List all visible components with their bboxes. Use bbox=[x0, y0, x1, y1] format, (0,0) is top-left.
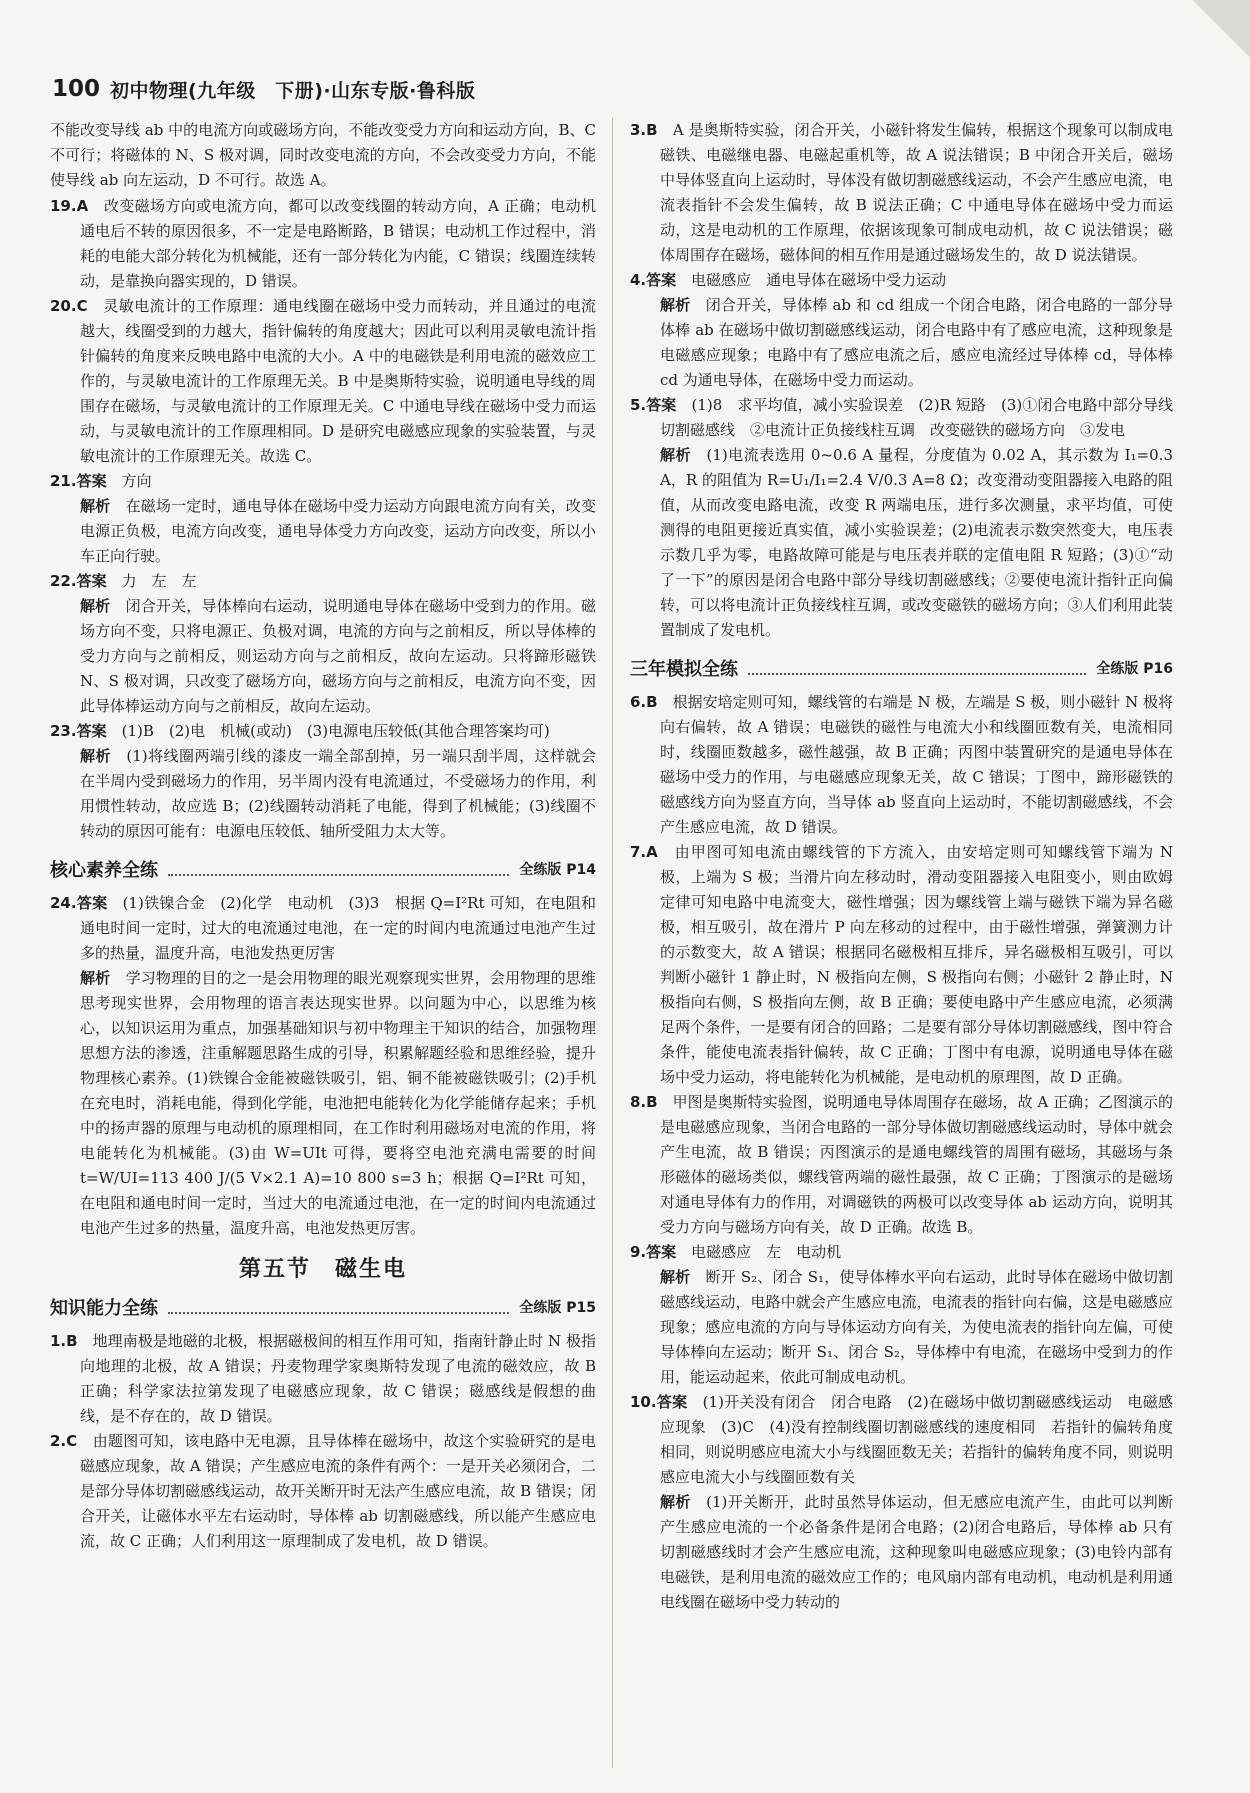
question-22-analysis: 解析 闭合开关，导体棒向右运动，说明通电导体在磁场中受到力的作用。磁场方向不变，只将电源正、负极对调，电流的方向与之前相反，所以导体棒的受力方向与之前相反，则运动方向与之前相反，故向左运动。只将蹄形磁铁 N、S 极对调，只改变了磁场方向，磁场方向与之前相反，电流方向不变，因此导体棒运动方向与之前相反，故向左运动。 bbox=[80, 597, 596, 715]
section-dots bbox=[168, 874, 509, 876]
section-core-literacy: 核心素养全练 全练版 P14 bbox=[50, 860, 596, 881]
question-21-analysis: 解析 在磁场一定时，通电导体在磁场中受力运动方向跟电流方向有关，改变电源正负极，电流方向改变，通电导体受力方向改变，运动方向改变，所以小车正向行驶。 bbox=[80, 497, 596, 565]
question-10-answer: 10.答案 (1)开关没有闭合 闭合电路 (2)在磁场中做切割磁感线运动 电磁感应现象 (3)C (4)没有控制线圈切割磁感线的速度相同 若指针的偏转角度相同，则说明感应电流大小与线圈匝数无关；若指针的偏转角度不同，则说明感应电流大小与线圈匝数有关 bbox=[630, 1393, 1173, 1486]
question-9-analysis: 解析 断开 S₂、闭合 S₁，使导体棒水平向右运动，此时导体在磁场中做切割磁感线运动，电路中就会产生感应电流，电流表的指针向右偏，这是电磁感应现象；感应电流的方向与导体运动方向有关，为使电流表的指针向左偏，可使导体棒向左运动；断开 S₁、闭合 S₂，导体棒中有电流，在磁场中受到力的作用，能运动起来，依此可制成电动机。 bbox=[660, 1268, 1173, 1386]
book-title: 初中物理(九年级 下册)·山东专版·鲁科版 bbox=[110, 79, 476, 102]
intro-text: 不能改变导线 ab 中的电流方向或磁场方向，不能改变受力方向和运动方向，B、C 不可行；将磁体的 N、S 极对调，同时改变电流的方向，不会改变受力方向，不能使导线 ab 向左运动，D 不可行。故选 A。 bbox=[50, 121, 596, 189]
question-24-analysis: 解析 学习物理的目的之一是会用物理的眼光观察现实世界，会用物理的思维思考现实世界，会用物理的语言表达现实世界。以问题为中心，以思维为核心，以知识运用为重点，加强基础知识与初中物理主干知识的结合，加强物理思想方法的渗透，注重解题思路生成的引导，积累解题经验和思维经验，提升物理核心素养。(1)铁镍合金能被磁铁吸引，铝、铜不能被磁铁吸引；(2)手机在充电时，消耗电能，得到化学能，电池把电能转化为化学能储存起来；手机中的扬声器的原理与电动机的原理相同，在工作时利用磁场对电流的作用，将电能转化为机械能。(3)由 W=UIt 可得，要将空电池充满电需要的时间 t=W/UI=113 400 J/(5 V×2.1 A)=10 800 s=3 h；根据 Q=I²Rt 可知，在电阻和通电时间一定时，当过大的电流通过电池，在一定的时间内电流通过电池产生过多的热量，温度升高，电池发热更厉害。 bbox=[80, 969, 596, 1237]
question-23-analysis: 解析 (1)将线圈两端引线的漆皮一端全部刮掉，另一端只刮半周，这样就会在半周内受到磁场力的作用，另半周内没有电流通过，不受磁场力的作用，利用惯性转动，故应选 B；(2)线圈转动消耗了电能，得到了机械能；(3)线圈不转动的原因可能有：电源电压较低、轴所受阻力太大等。 bbox=[80, 747, 596, 840]
question-5-analysis: 解析 (1)电流表选用 0~0.6 A 量程，分度值为 0.02 A，其示数为 I₁=0.3 A，R 的阻值为 R=U₁/I₁=2.4 V/0.3 A=8 Ω；改变滑动变阻器接入电路的阻值，从而改变电路电流，改变 R 两端电压，进行多次测量，求平均值，可使测得的电阻更接近真实值，减小实验误差；(2)电流表示数突然变大，电压表示数几乎为零，电路故障可能是与电压表并联的定值电阻 R 短路；(3)①“动了一下”的原因是闭合电路中部分导线切割磁感线；②要使电流计指针正向偏转，可以将电流计正负接线柱互调，或改变磁铁的磁场方向；③人们利用此装置制成了发电机。 bbox=[660, 446, 1173, 639]
column-divider bbox=[612, 118, 613, 1768]
section-three-year-mock: 三年模拟全练 全练版 P16 bbox=[630, 659, 1173, 680]
page-header bbox=[52, 72, 475, 106]
question-23-answer: 23.答案 (1)B (2)电 机械(或动) (3)电源电压较低(其他合理答案均可) bbox=[50, 722, 550, 740]
question-4-analysis: 解析 闭合开关，导体棒 ab 和 cd 组成一个闭合电路，闭合电路的一部分导体棒 ab 在磁场中做切割磁感线运动，闭合电路中有了感应电流，这种现象是电磁感应现象；电路中有了感应电流之后，感应电流经过导体棒 cd，导体棒 cd 为通电导体，在磁场中受力而运动。 bbox=[660, 296, 1173, 389]
question-6: 6.B 根据安培定则可知，螺线管的右端是 N 极，左端是 S 极，则小磁针 N 极将向右偏转，故 A 错误；电磁铁的磁性与电流大小和线圈匝数有关，电流相同时，线圈匝数越多，磁性越强，故 B 正确；丙图中装置研究的是通电导体在磁场中受力的作用，与电磁感应现象无关，故 C 错误；丁图中，蹄形磁铁的磁感线方向为竖直方向，当导体 ab 竖直向上运动时，不能切割磁感线，不会产生感应电流，故 D 错误。 bbox=[630, 693, 1173, 836]
section-dots bbox=[748, 673, 1086, 675]
question-21-answer: 21.答案 方向 bbox=[50, 472, 152, 490]
question-1: 1.B 地理南极是地磁的北极，根据磁极间的相互作用可知，指南针静止时 N 极指向地理的北极，故 A 错误；丹麦物理学家奥斯特发现了电流的磁效应，故 B 正确；科学家法拉第发现了电磁感应现象，故 C 错误；磁感线是假想的曲线，是不存在的，故 D 错误。 bbox=[50, 1332, 596, 1425]
question-3: 3.B A 是奥斯特实验，闭合开关，小磁针将发生偏转，根据这个现象可以制成电磁铁、电磁继电器、电磁起重机等，故 A 说法错误；B 中闭合开关后，磁场中导体竖直向上运动时，导体没有做切割磁感线运动，不会产生感应电流，电流表指针不会发生偏转，故 B 说法正确；C 中通电导体在磁场中受力而运动，这是电动机的工作原理，依据该现象可制成电动机，故 C 说法错误；磁体周围存在磁场，磁体间的相互作用是通过磁场发生的，故 D 说法错误。 bbox=[630, 121, 1173, 264]
page-number: 100 bbox=[52, 76, 101, 102]
question-20: 20.C 灵敏电流计的工作原理：通电线圈在磁场中受力而转动，并且通过的电流越大，线圈受到的力越大，指针偏转的角度越大；因此可以利用灵敏电流计指针偏转的角度来反映电路中电流的大小。A 中的电磁铁是利用电流的磁效应工作的，与灵敏电流计的工作原理无关。B 中是奥斯特实验，说明通电导线的周围存在磁场，与灵敏电流计的工作原理无关。C 中通电导线在磁场中受力而运动，与灵敏电流计的工作原理相同。D 是研究电磁感应现象的实验装置，与灵敏电流计的工作原理无关。故选 C。 bbox=[50, 297, 596, 465]
question-5-answer: 5.答案 (1)8 求平均值，减小实验误差 (2)R 短路 (3)①闭合电路中部分导线切割磁感线 ②电流计正负接线柱互调 改变磁铁的磁场方向 ③发电 bbox=[630, 396, 1173, 439]
question-24-answer: 24.答案 (1)铁镍合金 (2)化学 电动机 (3)3 根据 Q=I²Rt 可知，在电阻和通电时间一定时，过大的电流通过电池，在一定的时间内电流通过电池产生过多的热量，温度升高，电池发热更厉害 bbox=[50, 894, 596, 962]
section-knowledge-ability: 知识能力全练 全练版 P15 bbox=[50, 1298, 596, 1319]
question-2: 2.C 由题图可知，该电路中无电源，且导体棒在磁场中，故这个实验研究的是电磁感应现象，故 A 错误；产生感应电流的条件有两个：一是开关必须闭合，二是部分导体切割磁感线运动，故开关断开时无法产生感应电流，故 B 错误；闭合开关，让磁体水平左右运动时，导体棒 ab 切割磁感线，所以能产生感应电流，故 C 正确；人们利用这一原理制成了发电机，故 D 错误。 bbox=[50, 1432, 596, 1550]
right-column bbox=[630, 118, 1173, 1615]
question-22-answer: 22.答案 力 左 左 bbox=[50, 572, 197, 590]
left-column bbox=[50, 118, 596, 1554]
question-4-answer: 4.答案 电磁感应 通电导体在磁场中受力运动 bbox=[630, 271, 947, 289]
question-9-answer: 9.答案 电磁感应 左 电动机 bbox=[630, 1243, 842, 1261]
section-dots bbox=[168, 1312, 509, 1314]
question-10-analysis: 解析 (1)开关断开，此时虽然导体运动，但无感应电流产生，由此可以判断产生感应电流的一个必备条件是闭合电路；(2)闭合电路后，导体棒 ab 只有切割磁感线时才会产生感应电流，这种现象叫电磁感应现象；(3)电铃内部有电磁铁，是利用电流的磁效应工作的；电风扇内部有电动机，电动机是利用通电线圈在磁场中受力转动的 bbox=[660, 1493, 1173, 1611]
question-19: 19.A 改变磁场方向或电流方向，都可以改变线圈的转动方向，A 正确；电动机通电后不转的原因很多，不一定是电路断路，B 错误；电动机工作过程中，消耗的电能大部分转化为机械能，还有一部分转化为内能，C 错误；线圈连续转动，是靠换向器实现的，D 错误。 bbox=[50, 197, 596, 290]
chapter-title: 第五节 磁生电 bbox=[238, 1257, 407, 1282]
question-7: 7.A 由甲图可知电流由螺线管的下方流入，由安培定则可知螺线管下端为 N 极，上端为 S 极；当滑片向左移动时，滑动变阻器接入电阻变小，则由欧姆定律可知电路中电流变大，磁性增强；因为螺线管上端与磁铁下端为异名磁极，相互吸引，故在滑片 P 向左移动的过程中，由于磁性增强，弹簧测力计的示数变大，故 A 错误；根据同名磁极相互排斥，异名磁极相互吸引，可以判断小磁针 1 静止时，N 极指向左侧，S 极指向右侧；小磁针 2 静止时，N 极指向右侧，S 极指向左侧，故 B 正确；要使电路中产生感应电流，必须满足两个条件，一是要有闭合的回路；二是要有部分导体切割磁感线，图中符合条件，能使电流表指针偏转，故 C 正确；丁图中有电源，说明通电导体在磁场中受力运动，将电能转化为机械能，是电动机的原理图，故 D 正确。 bbox=[630, 843, 1173, 1086]
question-8: 8.B 甲图是奥斯特实验图，说明通电导体周围存在磁场，故 A 正确；乙图演示的是电磁感应现象，当闭合电路的一部分导体做切割磁感线运动时，导体中就会产生电流，故 B 错误；丙图演示的是通电螺线管的周围有磁场，其磁场与条形磁体的磁场类似，螺线管两端的磁性最强，故 C 正确；丁图演示的是磁场对通电导体有力的作用，对调磁铁的两极可以改变导体 ab 运动方向，说明其受力方向与磁场方向有关，故 D 正确。故选 B。 bbox=[630, 1093, 1173, 1236]
page-corner-fold bbox=[1192, 0, 1250, 58]
